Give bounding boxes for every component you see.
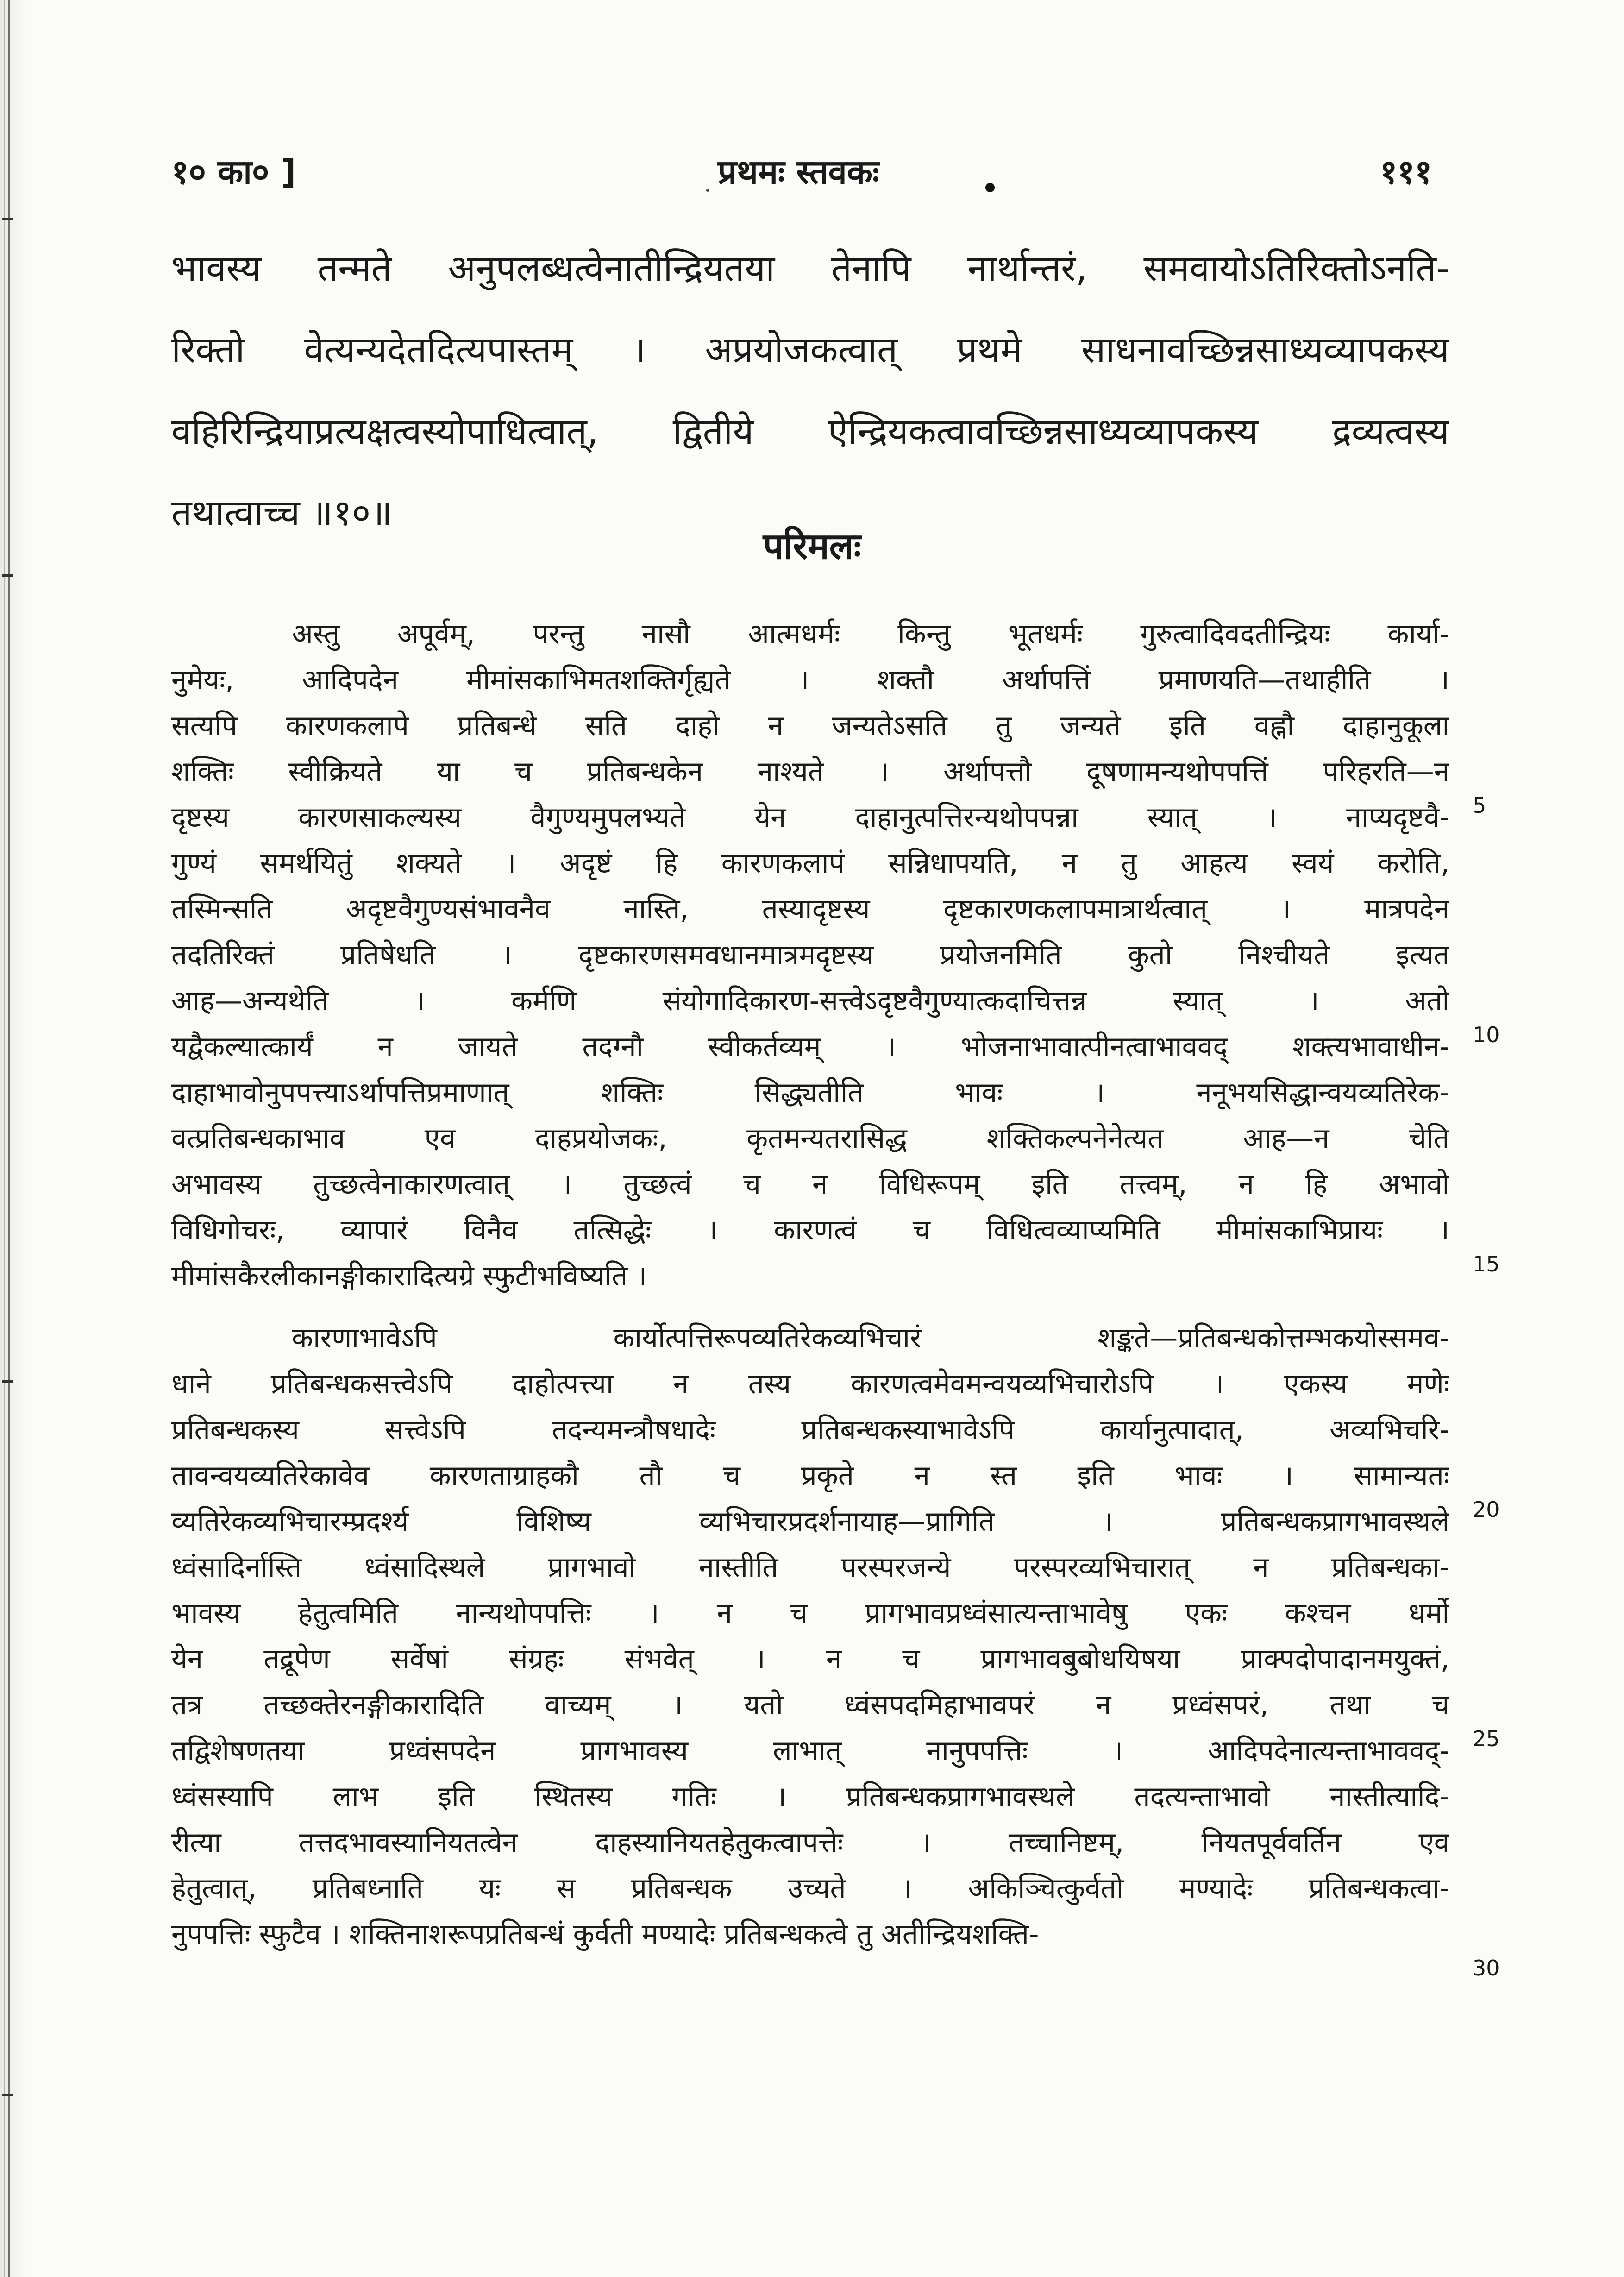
text-line: येन तद्रूपेण सर्वेषां संग्रहः संभवेत् । न च प्रागभावबुबोधयिषया प्राक्पदोपादानमयुक्तं, [171,1643,1449,1675]
text-line: तस्मिन्सति अदृष्टवैगुण्यसंभावनैव नास्ति, तस्यादृष्टस्य दृष्टकारणकलापमात्रार्थत्वात् । मात्रपदेन [171,893,1449,925]
page-header [0,148,1624,199]
page-number: १११ [1380,152,1432,191]
text-line: गुण्यं समर्थयितुं शक्यते । अदृष्टं हि कारणकलापं सन्निधापयति, न तु आहत्य स्वयं करोति, [171,847,1449,880]
binding-mark [2,574,13,577]
text-line: आह—अन्यथेति । कर्मणि संयोगादिकारण-सत्त्वेऽदृष्टवैगुण्यात्कदाचित्तन्न स्यात् । अतो [171,985,1449,1017]
commentary-block-2 [171,1315,1449,1957]
text-line: प्रतिबन्धकस्य सत्त्वेऽपि तदन्यमन्त्रौषधादेः प्रतिबन्धकस्याभावेऽपि कार्यानुत्पादात्, अव्यभिचरि- [171,1414,1449,1446]
text-line: वत्प्रतिबन्धकाभाव एव दाहप्रयोजकः, कृतमन्यतरासिद्ध शक्तिकल्पनेनेत्यत आह—न चेति [171,1122,1449,1155]
text-line: नुमेयः, आदिपदेन मीमांसकाभिमतशक्तिर्गृह्यते । शक्तौ अर्थापत्तिं प्रमाणयति—तथाहीति । [171,664,1449,696]
text-line: वहिरिन्द्रियाप्रत्यक्षत्वस्योपाधित्वात्, द्वितीये ऐन्द्रियकत्वावच्छिन्नसाध्यव्यापकस्य द्रव्यत्वस्य [171,411,1449,453]
print-dot [985,183,995,192]
text-line: यद्वैकल्यात्कार्यं न जायते तदग्नौ स्वीकर्तव्यम् । भोजनाभावात्पीनत्वाभाववद् शक्त्यभावाधीन- [171,1031,1449,1063]
text-line: दाहाभावोनुपपत्त्याऽर्थापत्तिप्रमाणात् शक्तिः सिद्ध्यतीति भावः । ननूभयसिद्धान्वयव्यतिरेक- [171,1076,1449,1109]
text-line: तथात्वाच्च ॥१०॥ [171,492,393,534]
section-title: परिमलः [763,526,861,567]
header-chapter-title: प्रथमः स्तवकः [718,152,879,191]
text-line: कारणाभावेऽपि कार्योत्पत्तिरूपव्यतिरेकव्यभिचारं शङ्कते—प्रतिबन्धकोत्तम्भकयोस्समव- [292,1322,1449,1354]
line-number: 5 [1473,793,1486,818]
text-line: रिक्तो वेत्यन्यदेतदित्यपास्तम् । अप्रयोजकत्वात् प्रथमे साधनावच्छिन्नसाध्यव्यापकस्य [171,329,1449,371]
text-line: अस्तु अपूर्वम्, परन्तु नासौ आत्मधर्मः किन्तु भूतधर्मः गुरुत्वादिवदतीन्द्रियः कार्या- [292,618,1449,650]
header-karika-ref: १० का० ] [171,152,296,191]
text-line: हेतुत्वात्, प्रतिबध्नाति यः स प्रतिबन्धक उच्यते । अकिञ्चित्कुर्वतो मण्यादेः प्रतिबन्धकत्वा- [171,1872,1449,1905]
binding-mark [2,2094,13,2096]
text-line: मीमांसकैरलीकानङ्गीकारादित्यग्रे स्फुटीभविष्यति । [171,1260,647,1292]
text-line: रीत्या तत्तदभावस्यानियतत्वेन दाहस्यानियतहेतुकत्वापत्तेः । तच्चानिष्टम्, नियतपूर्ववर्तिन एव [171,1826,1449,1859]
text-line: भावस्य तन्मते अनुपलब्धत्वेनातीन्द्रियतया तेनापि नार्थान्तरं, समवायोऽतिरिक्तोऽनति- [171,248,1449,289]
text-line: तद्विशेषणतया प्रध्वंसपदेन प्रागभावस्य लाभात् नानुपपत्तिः । आदिपदेनात्यन्ताभाववद्- [171,1735,1449,1767]
binding-mark [2,218,13,220]
print-speck [706,189,709,192]
text-line: ध्वंसादिर्नास्ति ध्वंसादिस्थले प्रागभावो नास्तीति परस्परजन्ये परस्परव्यभिचारात् न प्रतिबन्धका- [171,1551,1449,1584]
line-number: 25 [1473,1726,1500,1751]
binding-rule [8,0,10,2277]
binding-rule-light [4,0,5,2277]
text-line: नुपपत्तिः स्फुटैव । शक्तिनाशरूपप्रतिबन्धं कुर्वती मण्यादेः प्रतिबन्धकत्वे तु अतीन्द्रियशक्ति- [171,1918,1039,1950]
text-line: दृष्टस्य कारणसाकल्यस्य वैगुण्यमुपलभ्यते येन दाहानुत्पत्तिरन्यथोपपन्ना स्यात् । नाप्यदृष्टवै- [171,801,1449,834]
line-number: 20 [1473,1497,1500,1522]
text-line: तत्र तच्छक्तेरनङ्गीकारादिति वाच्यम् । यतो ध्वंसपदमिहाभावपरं न प्रध्वंसपरं, तथा च [171,1689,1449,1721]
text-line: विधिगोचरः, व्यापारं विनैव तत्सिद्धेः । कारणत्वं च विधित्वव्याप्यमिति मीमांसकाभिप्रायः । [171,1214,1449,1246]
text-line: तदतिरिक्तं प्रतिषेधति । दृष्टकारणसमवधानमात्रमदृष्टस्य प्रयोजनमिति कुतो निश्चीयते इत्यत [171,939,1449,971]
text-line: ध्वंसस्यापि लाभ इति स्थितस्य गतिः । प्रतिबन्धकप्रागभावस्थले तदत्यन्ताभावो नास्तीत्यादि- [171,1780,1449,1813]
line-number: 30 [1473,1956,1500,1981]
text-line: तावन्वयव्यतिरेकावेव कारणताग्राहकौ तौ च प्रकृते न स्त इति भावः । सामान्यतः [171,1459,1449,1492]
commentary-block [171,611,1449,1299]
text-line: व्यतिरेकव्यभिचारम्प्रदर्श्य विशिष्य व्यभिचारप्रदर्शनायाह—प्रागिति । प्रतिबन्धकप्रागभावस्थले [171,1505,1449,1538]
line-number: 15 [1473,1252,1500,1277]
text-line: भावस्य हेतुत्वमिति नान्यथोपपत्तिः । न च प्रागभावप्रध्वंसात्यन्ताभावेषु एकः कश्चन धर्मो [171,1597,1449,1629]
line-number: 10 [1473,1022,1500,1047]
main-text-block [171,228,1449,554]
text-line: धाने प्रतिबन्धकसत्त्वेऽपि दाहोत्पत्त्या न तस्य कारणत्वमेवमन्वयव्यभिचारोऽपि । एकस्य मणेः [171,1368,1449,1400]
text-line: शक्तिः स्वीक्रियते या च प्रतिबन्धकेन नाश्यते । अर्थापत्तौ दूषणामन्यथोपपत्तिं परिहरति—न [171,755,1449,788]
binding-mark [2,1380,13,1383]
text-line: सत्यपि कारणकलापे प्रतिबन्धे सति दाहो न जन्यतेऽसति तु जन्यते इति वह्नौ दाहानुकूला [171,710,1449,742]
text-line: अभावस्य तुच्छत्वेनाकारणत्वात् । तुच्छत्वं च न विधिरूपम् इति तत्त्वम्, न हि अभावो [171,1168,1449,1201]
